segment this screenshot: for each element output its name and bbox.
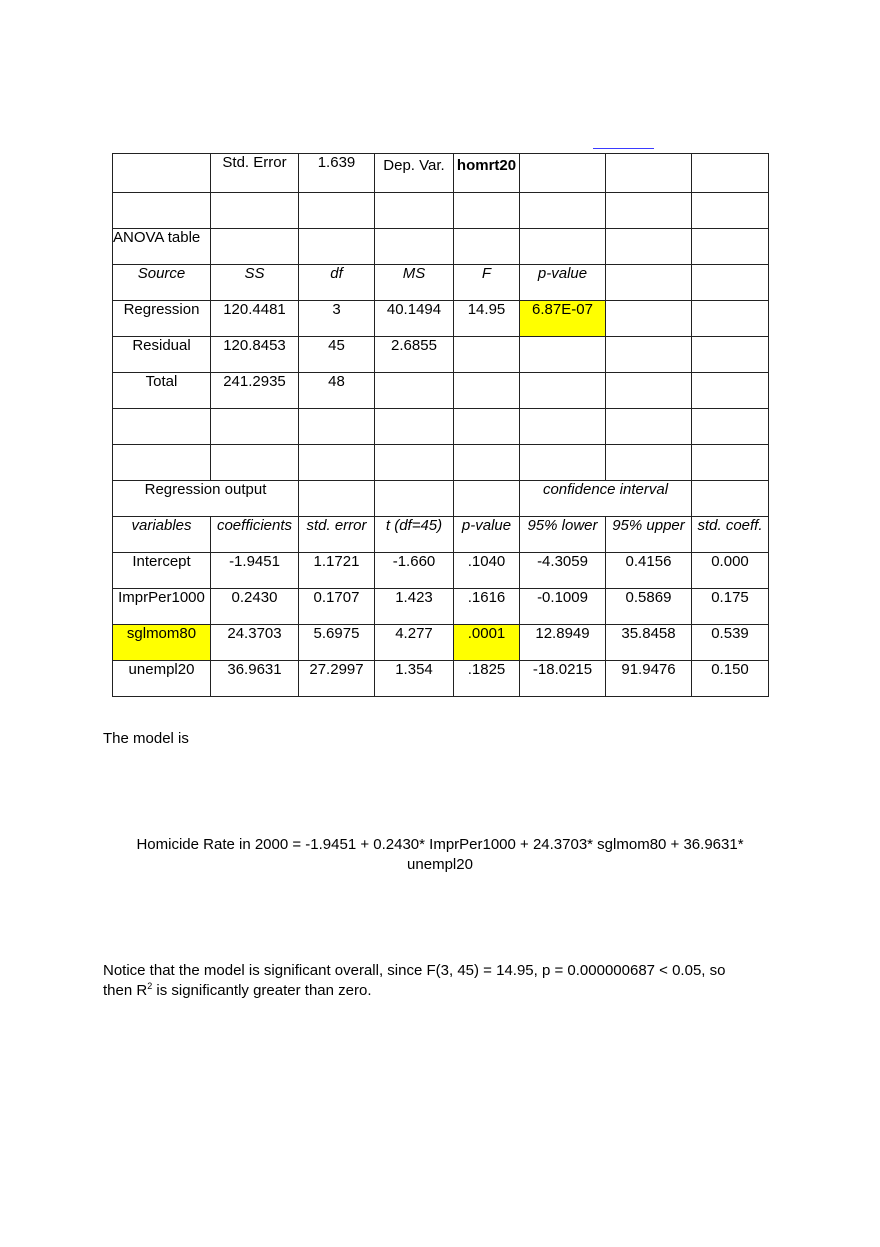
cell: 241.2935 — [211, 373, 299, 409]
cell — [454, 409, 520, 445]
cell: 0.1707 — [299, 589, 375, 625]
cell — [692, 229, 769, 265]
column-header: 95% upper — [606, 517, 692, 553]
cell — [375, 373, 454, 409]
cell: 0.5869 — [606, 589, 692, 625]
cell — [299, 409, 375, 445]
cell — [520, 337, 606, 373]
cell — [606, 409, 692, 445]
table-row — [113, 445, 769, 481]
cell: 3 — [299, 301, 375, 337]
cell: 40.1494 — [375, 301, 454, 337]
cell — [299, 481, 375, 517]
table-row — [113, 517, 769, 553]
regression-output-label: Regression output — [113, 481, 299, 517]
cell — [520, 445, 606, 481]
cell: 27.2997 — [299, 661, 375, 697]
cell: 0.150 — [692, 661, 769, 697]
cell — [692, 193, 769, 229]
column-header: p-value — [454, 517, 520, 553]
cell: 4.277 — [375, 625, 454, 661]
cell — [454, 193, 520, 229]
cell — [520, 229, 606, 265]
model-equation — [112, 835, 768, 875]
column-header: variables — [113, 517, 211, 553]
table-row — [113, 154, 769, 193]
table-row — [113, 373, 769, 409]
notice-line-2-end: is significantly greater than zero. — [152, 982, 372, 999]
cell — [692, 265, 769, 301]
column-header: t (df=45) — [375, 517, 454, 553]
cell: 48 — [299, 373, 375, 409]
cell: -1.660 — [375, 553, 454, 589]
cell: 5.6975 — [299, 625, 375, 661]
cell — [520, 409, 606, 445]
highlighted-cell: .0001 — [454, 625, 520, 661]
cell: .1040 — [454, 553, 520, 589]
column-header: 95% lower — [520, 517, 606, 553]
cell — [113, 445, 211, 481]
cell — [692, 301, 769, 337]
cell — [606, 373, 692, 409]
cell — [606, 154, 692, 193]
cell — [211, 193, 299, 229]
cell: ImprPer1000 — [113, 589, 211, 625]
cell — [454, 229, 520, 265]
equation-line-2: unempl20 — [407, 856, 473, 873]
column-header: MS — [375, 265, 454, 301]
cell: 120.8453 — [211, 337, 299, 373]
cell: Std. Error — [211, 154, 299, 193]
cell — [692, 481, 769, 517]
cell — [113, 409, 211, 445]
cell: 45 — [299, 337, 375, 373]
cell: 1.423 — [375, 589, 454, 625]
cell: unempl20 — [113, 661, 211, 697]
cell: Regression — [113, 301, 211, 337]
cell: 36.9631 — [211, 661, 299, 697]
cell — [520, 193, 606, 229]
cell — [520, 154, 606, 193]
cell — [299, 193, 375, 229]
cell: 91.9476 — [606, 661, 692, 697]
cell — [606, 337, 692, 373]
column-header: coefficients — [211, 517, 299, 553]
column-header: p-value — [520, 265, 606, 301]
column-header: std. error — [299, 517, 375, 553]
cell — [606, 229, 692, 265]
cell — [692, 373, 769, 409]
table-row — [113, 409, 769, 445]
column-header: Source — [113, 265, 211, 301]
notice-line-2 — [103, 981, 783, 1001]
cell: 35.8458 — [606, 625, 692, 661]
cell: Intercept — [113, 553, 211, 589]
cell — [454, 373, 520, 409]
cell: homrt20 — [454, 154, 520, 193]
regression-table — [112, 153, 769, 697]
hyperlink-underline[interactable] — [593, 148, 654, 149]
cell: 24.3703 — [211, 625, 299, 661]
cell — [606, 445, 692, 481]
cell: 0.2430 — [211, 589, 299, 625]
cell — [375, 229, 454, 265]
cell — [692, 337, 769, 373]
cell: 0.000 — [692, 553, 769, 589]
table-row — [113, 661, 769, 697]
cell: 2.6855 — [375, 337, 454, 373]
cell: 0.175 — [692, 589, 769, 625]
cell: 1.354 — [375, 661, 454, 697]
cell: -4.3059 — [520, 553, 606, 589]
confidence-interval-label: confidence interval — [520, 481, 692, 517]
cell — [375, 193, 454, 229]
cell — [520, 373, 606, 409]
cell: -18.0215 — [520, 661, 606, 697]
cell: Dep. Var. — [375, 154, 454, 193]
cell: .1825 — [454, 661, 520, 697]
column-header: F — [454, 265, 520, 301]
cell — [113, 193, 211, 229]
cell — [375, 445, 454, 481]
table-row — [113, 229, 769, 265]
cell — [211, 409, 299, 445]
cell: 120.4481 — [211, 301, 299, 337]
cell — [454, 481, 520, 517]
cell — [692, 154, 769, 193]
cell: Residual — [113, 337, 211, 373]
column-header: std. coeff. — [692, 517, 769, 553]
column-header: df — [299, 265, 375, 301]
column-header: SS — [211, 265, 299, 301]
cell: 0.539 — [692, 625, 769, 661]
cell — [454, 445, 520, 481]
notice-paragraph — [103, 961, 783, 1001]
cell — [375, 409, 454, 445]
cell: 14.95 — [454, 301, 520, 337]
cell: -1.9451 — [211, 553, 299, 589]
cell — [606, 265, 692, 301]
cell — [299, 445, 375, 481]
cell — [692, 445, 769, 481]
table-row — [113, 265, 769, 301]
highlighted-cell: sglmom80 — [113, 625, 211, 661]
cell: -0.1009 — [520, 589, 606, 625]
table-row — [113, 589, 769, 625]
notice-line-2-start: then R — [103, 982, 148, 999]
cell — [606, 301, 692, 337]
cell — [375, 481, 454, 517]
table-row — [113, 193, 769, 229]
r-squared-exponent: 2 — [147, 981, 153, 991]
cell — [211, 445, 299, 481]
table-row — [113, 481, 769, 517]
cell: 12.8949 — [520, 625, 606, 661]
anova-table-label: ANOVA table — [113, 229, 211, 265]
cell: 0.4156 — [606, 553, 692, 589]
cell: .1616 — [454, 589, 520, 625]
equation-line-1: Homicide Rate in 2000 = -1.9451 + 0.2430* ImprPer1000 + 24.3703* sglmom80 + 36.9631* — [136, 836, 744, 853]
cell: 1.639 — [299, 154, 375, 193]
table-row — [113, 337, 769, 373]
notice-line-1: Notice that the model is significant overall, since F(3, 45) = 14.95, p = 0.000000687 < 0.05, so — [103, 962, 726, 979]
table-row — [113, 553, 769, 589]
cell — [454, 337, 520, 373]
cell — [606, 193, 692, 229]
highlighted-cell: 6.87E-07 — [520, 301, 606, 337]
table-row — [113, 625, 769, 661]
cell: 1.1721 — [299, 553, 375, 589]
cell — [299, 229, 375, 265]
cell — [211, 229, 299, 265]
cell: Total — [113, 373, 211, 409]
cell — [113, 154, 211, 193]
cell — [692, 409, 769, 445]
table-row — [113, 301, 769, 337]
model-is-text: The model is — [103, 730, 189, 747]
